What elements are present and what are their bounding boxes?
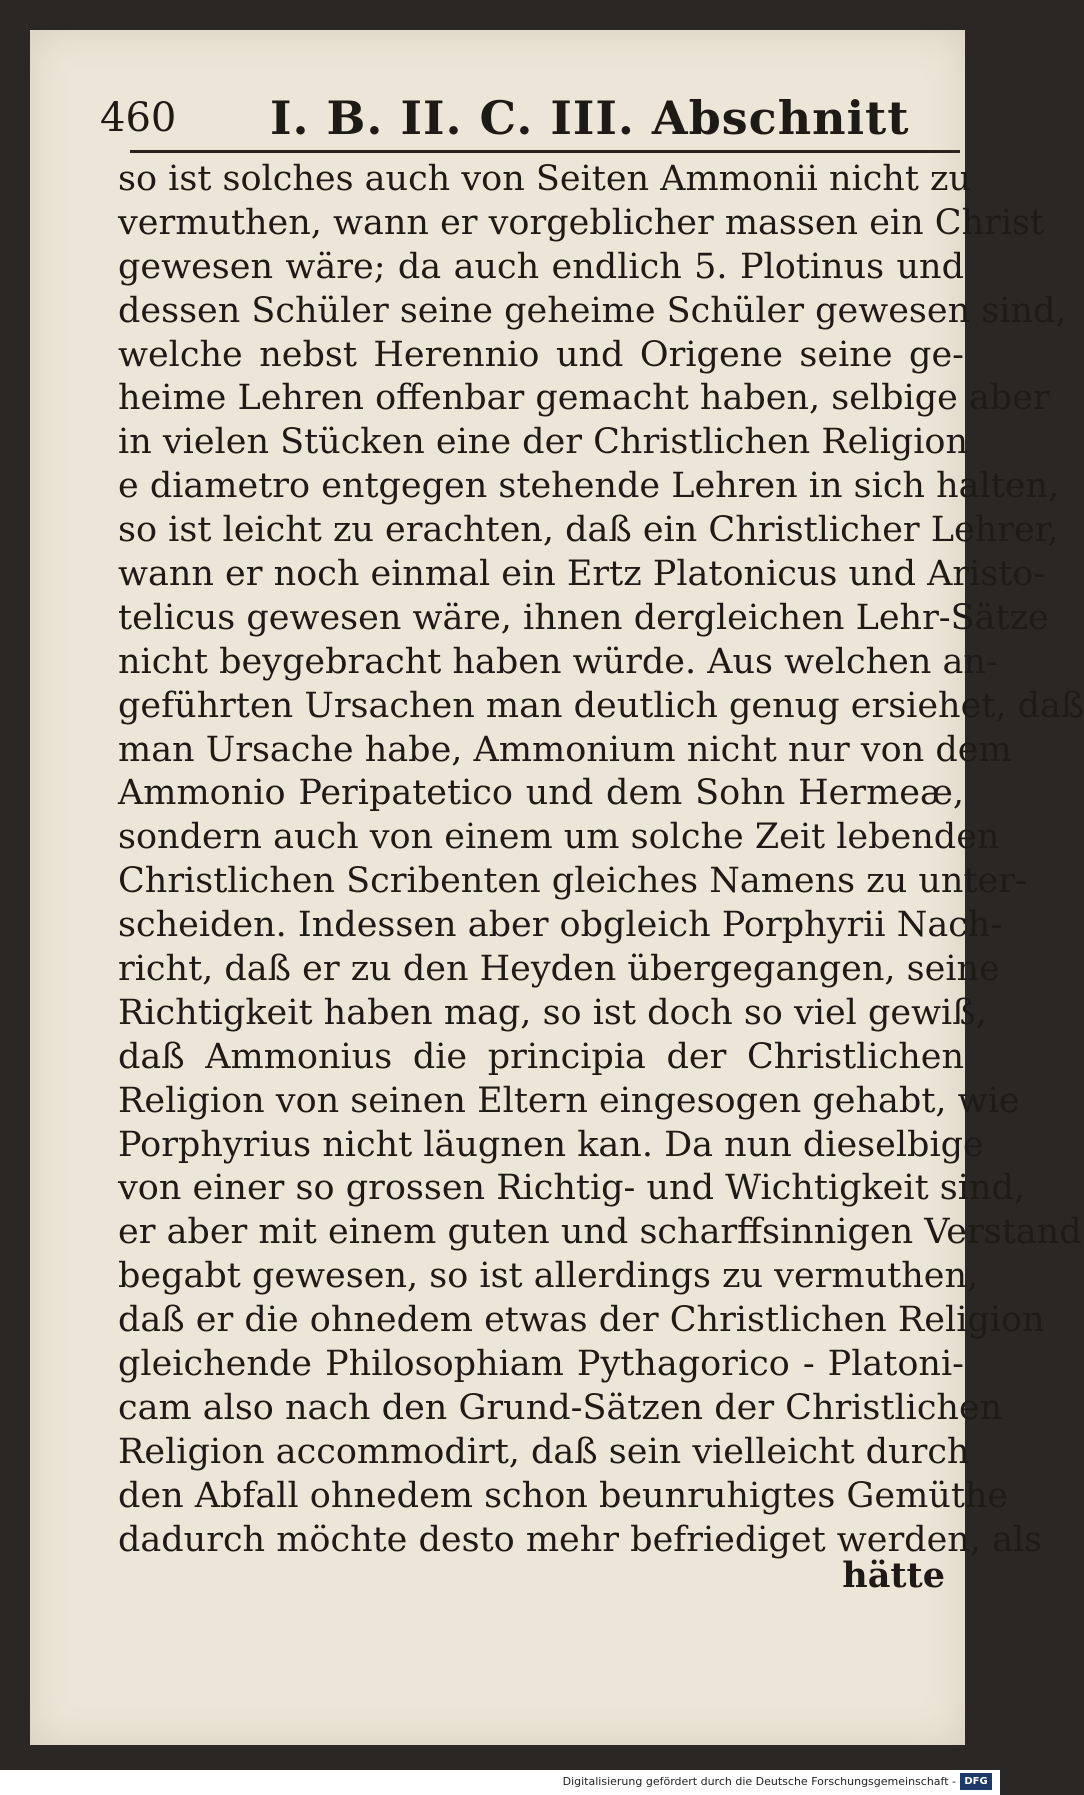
text-line: von einer so grossen Richtig- und Wichtigkeit sind, xyxy=(118,1168,1026,1209)
text-line: man Ursache habe, Ammonium nicht nur von dem xyxy=(118,729,1012,770)
header-rule xyxy=(130,150,960,153)
text-line: er aber mit einem guten und scharffsinnigen Verstand xyxy=(118,1212,1082,1253)
text-line: geführten Ursachen man deutlich genug ersiehet, daß xyxy=(118,685,1084,726)
text-line: richt, daß er zu den Heyden übergegangen, seine xyxy=(118,949,1000,990)
text-line: in vielen Stücken eine der Christlichen Religion xyxy=(118,422,968,463)
text-line: den Abfall ohnedem schon beunruhigtes Gemüthe xyxy=(118,1475,1009,1516)
text-line: e diametro entgegen stehende Lehren in sich halten, xyxy=(118,466,1060,507)
text-line: cam also nach den Grund-Sätzen der Christlichen xyxy=(118,1387,1003,1428)
text-line: Christlichen Scribenten gleiches Namens zu unter- xyxy=(118,861,1027,902)
catchword: hätte xyxy=(842,1555,945,1596)
text-line: Porphyrius nicht läugnen kan. Da nun dieselbige xyxy=(118,1124,984,1165)
text-line: Ammonio Peripatetico und dem Sohn Hermeæ, xyxy=(118,773,964,814)
text-line: nicht beygebracht haben würde. Aus welchen an- xyxy=(118,641,998,682)
body-text xyxy=(118,158,1084,1563)
text-line: so ist solches auch von Seiten Ammonii nicht zu xyxy=(118,159,972,199)
text-line: scheiden. Indessen aber obgleich Porphyrii Nach- xyxy=(118,905,1003,946)
text-line: dadurch möchte desto mehr befriediget werden, als xyxy=(118,1519,1043,1560)
page-number: 460 xyxy=(100,95,177,141)
text-line: sondern auch von einem um solche Zeit lebenden xyxy=(118,817,1000,858)
text-line: welche nebst Herennio und Origene seine ge- xyxy=(118,334,964,375)
text-line: heime Lehren offenbar gemacht haben, selbige aber xyxy=(118,378,1050,419)
page-header xyxy=(100,88,960,148)
running-head: I. B. II. C. III. Abschnitt xyxy=(270,91,910,145)
text-line: vermuthen, wann er vorgeblicher massen ein Christ xyxy=(118,202,1045,243)
text-line: daß Ammonius die principia der Christlichen xyxy=(118,1036,964,1077)
text-line: Religion von seinen Eltern eingesogen gehabt, wie xyxy=(118,1080,1020,1121)
text-line: Religion accommodirt, daß sein vielleicht durch xyxy=(118,1431,970,1472)
text-line: wann er noch einmal ein Ertz Platonicus und Aristo- xyxy=(118,554,1046,595)
text-line: begabt gewesen, so ist allerdings zu vermuthen, xyxy=(118,1256,979,1297)
text-line: daß er die ohnedem etwas der Christlichen Religion xyxy=(118,1300,1045,1341)
dfg-logo: DFG xyxy=(960,1773,992,1790)
text-line: Richtigkeit haben mag, so ist doch so viel gewiß, xyxy=(118,992,987,1033)
text-line: so ist leicht zu erachten, daß ein Christlicher Lehrer, xyxy=(118,510,1059,551)
text-line: gewesen wäre; da auch endlich 5. Plotinus und xyxy=(118,246,964,287)
footer-credit: Digitalisierung gefördert durch die Deutsche Forschungsgemeinschaft - xyxy=(562,1775,956,1788)
text-line: telicus gewesen wäre, ihnen dergleichen Lehr-Sätze xyxy=(118,597,1049,638)
text-line: gleichende Philosophiam Pythagorico - Platoni- xyxy=(118,1344,964,1385)
text-line: dessen Schüler seine geheime Schüler gewesen sind, xyxy=(118,290,1067,331)
